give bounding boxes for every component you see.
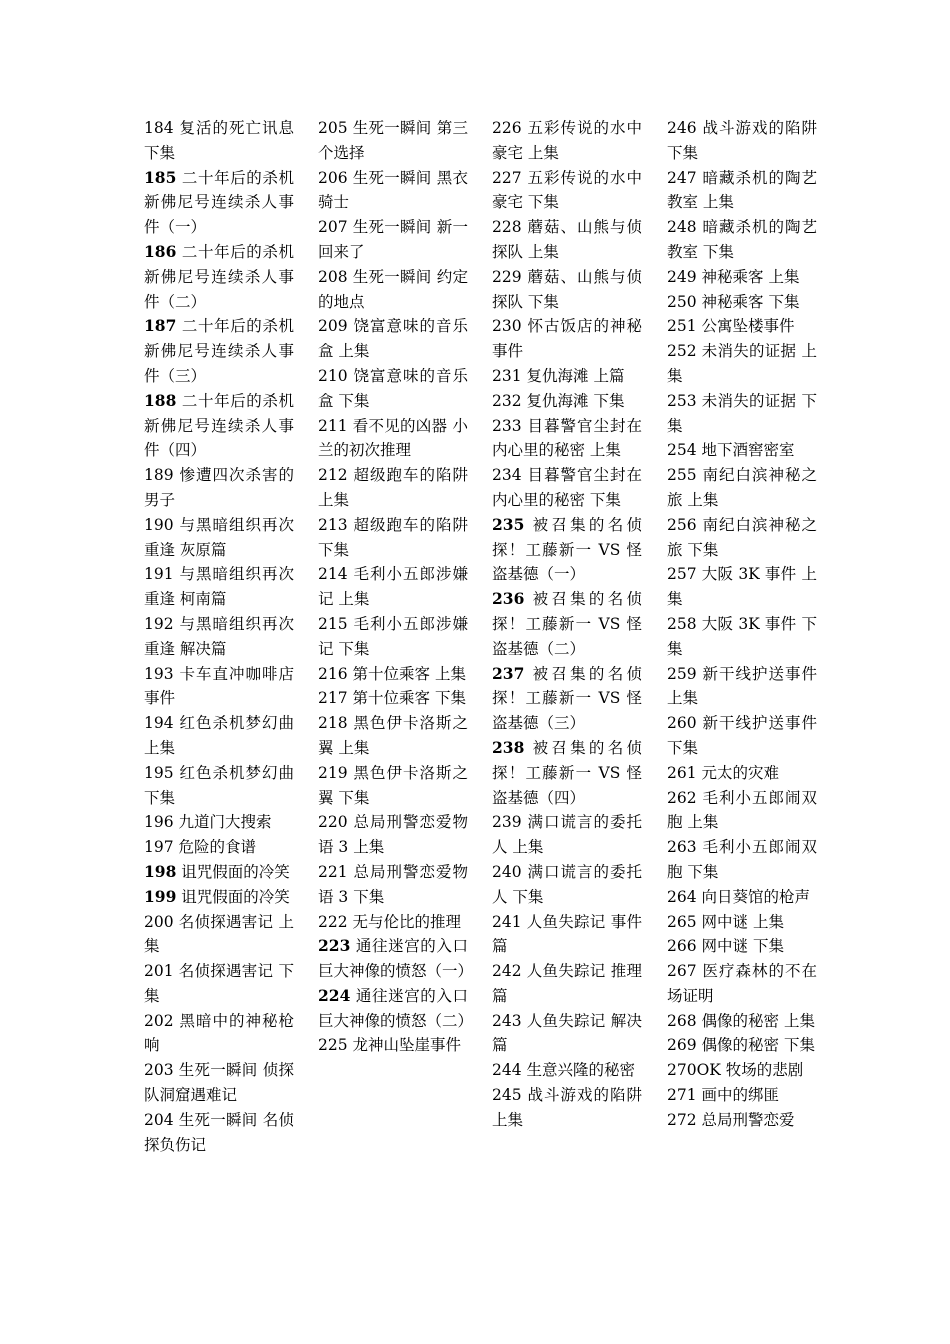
episode-entry bbox=[144, 761, 294, 811]
episode-number: 245 bbox=[492, 1086, 522, 1105]
episode-number: 215 bbox=[318, 614, 348, 633]
episode-entry bbox=[318, 662, 468, 687]
episode-title: 诅咒假面的冷笑 bbox=[176, 887, 290, 906]
episode-number: 209 bbox=[318, 317, 348, 336]
episode-title: 目暮警官尘封在内心里的秘密 上集 bbox=[492, 416, 642, 460]
episode-entry bbox=[144, 910, 294, 960]
episode-title: 新干线护送事件 上集 bbox=[667, 664, 817, 708]
episode-number: 268 bbox=[667, 1011, 697, 1030]
episode-title: 被召集的名侦探！工藤新一 VS 怪盗基德（四） bbox=[492, 738, 642, 807]
episode-entry bbox=[318, 934, 474, 984]
episode-title: 偶像的秘密 上集 bbox=[696, 1011, 815, 1030]
column-3 bbox=[492, 116, 642, 1133]
episode-number: 218 bbox=[318, 714, 348, 733]
episode-title: 大阪 3K 事件 上集 bbox=[667, 565, 817, 609]
episode-title: 惨遭四次杀害的男子 bbox=[144, 466, 294, 509]
episode-entry bbox=[144, 1058, 294, 1108]
episode-title: 五彩传说的水中豪宅 上集 bbox=[492, 119, 642, 162]
episode-entry bbox=[667, 166, 817, 216]
episode-entry bbox=[318, 984, 474, 1034]
episode-entry bbox=[492, 1009, 642, 1059]
episode-title: 与黑暗组织再次重逢 柯南篇 bbox=[144, 565, 294, 609]
episode-number: 249 bbox=[667, 267, 697, 286]
episode-title: 饶富意味的音乐盒 上集 bbox=[318, 317, 468, 361]
episode-entry bbox=[667, 116, 817, 166]
episode-title: 神秘乘客 上集 bbox=[696, 267, 800, 286]
episode-number: 222 bbox=[318, 912, 348, 931]
episode-entry bbox=[492, 364, 642, 389]
episode-number: 253 bbox=[667, 391, 697, 410]
episode-entry bbox=[492, 910, 642, 960]
episode-entry bbox=[492, 1058, 642, 1083]
episode-number: 206 bbox=[318, 168, 348, 187]
episode-number: 219 bbox=[318, 763, 348, 782]
episode-number: 258 bbox=[667, 614, 697, 633]
episode-number: 237 bbox=[492, 663, 525, 683]
episode-title: 总局刑警恋爱 bbox=[696, 1110, 795, 1129]
episode-title: 战斗游戏的陷阱 下集 bbox=[667, 119, 817, 162]
episode-title: 向日葵馆的枪声 bbox=[696, 887, 811, 906]
episode-number: 242 bbox=[492, 962, 522, 981]
episode-entry bbox=[667, 1033, 817, 1058]
episode-title: 医疗森林的不在场证明 bbox=[667, 962, 817, 1005]
episode-entry bbox=[144, 959, 294, 1009]
episode-entry bbox=[144, 562, 294, 612]
episode-number: 203 bbox=[144, 1061, 174, 1080]
episode-entry bbox=[667, 1108, 817, 1133]
episode-title: 偶像的秘密 下集 bbox=[696, 1036, 815, 1055]
episode-title: 目暮警官尘封在内心里的秘密 下集 bbox=[492, 466, 642, 509]
episode-entry bbox=[318, 612, 468, 662]
episode-number: 252 bbox=[667, 342, 697, 361]
episode-number: 233 bbox=[492, 416, 522, 435]
episode-entry bbox=[144, 885, 294, 910]
episode-title: 神秘乘客 下集 bbox=[696, 292, 800, 311]
episode-number: 231 bbox=[492, 366, 522, 385]
episode-entry bbox=[492, 116, 642, 166]
episode-number: 270 bbox=[667, 1061, 697, 1080]
episode-number: 265 bbox=[667, 912, 697, 931]
episode-number: 199 bbox=[144, 886, 177, 906]
episode-entry bbox=[492, 463, 642, 513]
episode-title: 总局刑警恋爱物语 3 上集 bbox=[318, 813, 468, 857]
episode-title: 与黑暗组织再次重逢 解决篇 bbox=[144, 614, 294, 658]
episode-entry bbox=[318, 314, 468, 364]
episode-entry bbox=[318, 910, 468, 935]
episode-entry bbox=[492, 860, 642, 910]
episode-entry bbox=[144, 166, 294, 240]
episode-title: 地下酒窖密室 bbox=[696, 441, 795, 460]
episode-number: 264 bbox=[667, 887, 697, 906]
episode-number: 239 bbox=[492, 813, 522, 832]
episode-number: 223 bbox=[318, 936, 351, 956]
episode-title: 危险的食谱 bbox=[173, 838, 257, 857]
episode-entry bbox=[492, 736, 642, 810]
episode-entry bbox=[144, 860, 294, 885]
episode-entry bbox=[144, 711, 294, 761]
episode-number: 262 bbox=[667, 788, 697, 807]
episode-number: 217 bbox=[318, 689, 348, 708]
episode-title: 战斗游戏的陷阱 上集 bbox=[492, 1086, 642, 1129]
episode-title: 二十年后的杀机 新佛尼号连续杀人事件（四） bbox=[144, 391, 294, 460]
episode-entry bbox=[492, 166, 642, 216]
episode-title: 满口谎言的委托人 下集 bbox=[492, 862, 642, 906]
episode-number: 227 bbox=[492, 168, 522, 187]
episode-number: 229 bbox=[492, 267, 522, 286]
episode-number: 272 bbox=[667, 1110, 697, 1129]
episode-title: 怀古饭店的神秘事件 bbox=[492, 317, 642, 361]
episode-number: 243 bbox=[492, 1011, 522, 1030]
episode-entry bbox=[492, 587, 642, 661]
episode-number: 201 bbox=[144, 962, 174, 981]
episode-entry bbox=[318, 463, 468, 513]
episode-entry bbox=[667, 1058, 817, 1083]
episode-number: 260 bbox=[667, 714, 697, 733]
episode-number: 269 bbox=[667, 1036, 697, 1055]
episode-title: 总局刑警恋爱物语 3 下集 bbox=[318, 862, 468, 906]
episode-entry bbox=[492, 389, 642, 414]
episode-number: 216 bbox=[318, 664, 348, 683]
episode-title: 黑色伊卡洛斯之翼 下集 bbox=[318, 763, 468, 807]
episode-entry bbox=[667, 662, 817, 712]
episode-number: 256 bbox=[667, 515, 697, 534]
episode-entry bbox=[144, 810, 294, 835]
episode-number: 247 bbox=[667, 168, 697, 187]
episode-title: 二十年后的杀机 新佛尼号连续杀人事件（一） bbox=[144, 168, 294, 237]
episode-title: 生死一瞬间 侦探队洞窟遇难记 bbox=[144, 1061, 294, 1105]
episode-title: 生死一瞬间 黑衣骑士 bbox=[318, 168, 468, 212]
episode-number: 240 bbox=[492, 862, 522, 881]
episode-entry bbox=[318, 686, 468, 711]
episode-number: 184 bbox=[144, 119, 174, 137]
episode-entry bbox=[318, 513, 468, 563]
episode-title: 人鱼失踪记 推理篇 bbox=[492, 962, 642, 1005]
episode-number: 190 bbox=[144, 515, 174, 534]
episode-entry bbox=[492, 513, 642, 587]
episode-title: 五彩传说的水中豪宅 下集 bbox=[492, 168, 642, 212]
episode-number: 230 bbox=[492, 317, 522, 336]
episode-title: 被召集的名侦探！工藤新一 VS 怪盗基德（一） bbox=[492, 515, 642, 584]
column-4 bbox=[667, 116, 817, 1133]
episode-number: 188 bbox=[144, 390, 177, 410]
episode-title: 人鱼失踪记 事件篇 bbox=[492, 912, 642, 956]
episode-title: 毛利小五郎涉嫌记 下集 bbox=[318, 614, 468, 658]
episode-title: 名侦探遇害记 上集 bbox=[144, 912, 294, 956]
episode-title: 新干线护送事件 下集 bbox=[667, 714, 817, 757]
episode-title: 毛利小五郎闹双胞 上集 bbox=[667, 788, 817, 832]
episode-entry bbox=[492, 265, 642, 315]
episode-entry bbox=[144, 1009, 294, 1059]
episode-number: 244 bbox=[492, 1061, 522, 1080]
episode-number: 238 bbox=[492, 737, 525, 757]
episode-entry bbox=[144, 389, 294, 463]
episode-number: 250 bbox=[667, 292, 697, 311]
episode-title: 饶富意味的音乐盒 下集 bbox=[318, 366, 468, 410]
episode-title: 复活的死亡讯息 下集 bbox=[144, 119, 294, 162]
episode-entry bbox=[492, 662, 642, 736]
episode-number: 202 bbox=[144, 1011, 174, 1030]
episode-title: 未消失的证据 上集 bbox=[667, 342, 817, 385]
episode-number: 200 bbox=[144, 912, 174, 931]
episode-number: 224 bbox=[318, 985, 351, 1005]
episode-number: 228 bbox=[492, 218, 522, 237]
episode-entry bbox=[144, 612, 294, 662]
episode-title: 网中谜 上集 bbox=[696, 912, 784, 931]
episode-number: 205 bbox=[318, 119, 348, 137]
episode-entry bbox=[144, 1108, 294, 1158]
episode-number: 186 bbox=[144, 241, 177, 261]
episode-entry bbox=[318, 414, 468, 464]
episode-entry bbox=[318, 215, 468, 265]
episode-title: 生意兴隆的秘密 bbox=[521, 1061, 636, 1080]
episode-number: 211 bbox=[318, 416, 348, 435]
episode-number: 251 bbox=[667, 317, 697, 336]
episode-entry bbox=[667, 463, 817, 513]
episode-number: 267 bbox=[667, 962, 697, 981]
episode-number: 236 bbox=[492, 589, 525, 609]
episode-number: 255 bbox=[667, 466, 697, 485]
episode-entry bbox=[318, 810, 468, 860]
episode-title: 未消失的证据 下集 bbox=[667, 391, 817, 435]
episode-title: 红色杀机梦幻曲 下集 bbox=[144, 763, 294, 807]
column-1 bbox=[144, 116, 294, 1157]
episode-title: 生死一瞬间 第三个选择 bbox=[318, 119, 468, 162]
episode-title: 龙神山坠崖事件 bbox=[347, 1036, 462, 1055]
episode-entry bbox=[492, 414, 642, 464]
episode-entry bbox=[318, 116, 468, 166]
episode-entry bbox=[667, 290, 817, 315]
episode-entry bbox=[667, 339, 817, 389]
episode-number: 194 bbox=[144, 714, 174, 733]
episode-entry bbox=[667, 1009, 817, 1034]
episode-number: 208 bbox=[318, 267, 348, 286]
episode-title: 二十年后的杀机 新佛尼号连续杀人事件（三） bbox=[144, 317, 294, 385]
episode-title: 生死一瞬间 名侦探负伤记 bbox=[144, 1110, 294, 1154]
episode-entry bbox=[144, 314, 294, 388]
episode-number: 226 bbox=[492, 119, 522, 137]
episode-number: 189 bbox=[144, 466, 174, 485]
episode-title: 被召集的名侦探！工藤新一 VS 怪盗基德（二） bbox=[492, 590, 642, 658]
episode-number: 187 bbox=[144, 316, 177, 336]
episode-number: 221 bbox=[318, 862, 348, 881]
episode-entry bbox=[318, 1033, 468, 1058]
episode-title: 九道门大搜索 bbox=[173, 813, 272, 832]
episode-entry bbox=[318, 711, 468, 761]
episode-entry bbox=[667, 612, 817, 662]
episode-number: 214 bbox=[318, 565, 348, 584]
episode-entry bbox=[667, 835, 817, 885]
episode-entry bbox=[667, 314, 817, 339]
episode-entry bbox=[144, 662, 294, 712]
episode-entry bbox=[144, 116, 294, 166]
episode-entry bbox=[318, 562, 468, 612]
episode-title: 诅咒假面的冷笑 bbox=[176, 862, 290, 881]
episode-entry bbox=[667, 1083, 817, 1108]
episode-entry bbox=[492, 215, 642, 265]
episode-title: 毛利小五郎闹双胞 下集 bbox=[667, 838, 817, 881]
episode-number: 234 bbox=[492, 466, 522, 485]
episode-entry bbox=[667, 786, 817, 836]
episode-title: 蘑菇、山熊与侦探队 下集 bbox=[492, 267, 642, 311]
episode-title: 生死一瞬间 约定的地点 bbox=[318, 267, 468, 311]
episode-number: 259 bbox=[667, 664, 697, 683]
episode-entry bbox=[667, 711, 817, 761]
episode-number: 248 bbox=[667, 218, 697, 237]
episode-title: 红色杀机梦幻曲 上集 bbox=[144, 714, 294, 757]
episode-number: 213 bbox=[318, 515, 348, 534]
episode-number: 263 bbox=[667, 838, 697, 857]
episode-title: 黑暗中的神秘枪响 bbox=[144, 1011, 294, 1055]
episode-number: 246 bbox=[667, 119, 697, 137]
episode-title: 人鱼失踪记 解决篇 bbox=[492, 1011, 642, 1055]
episode-title: 公寓坠楼事件 bbox=[696, 317, 795, 336]
episode-entry bbox=[318, 265, 468, 315]
episode-title: OK 牧场的悲剧 bbox=[696, 1061, 804, 1080]
episode-entry bbox=[667, 562, 817, 612]
episode-title: 生死一瞬间 新一回来了 bbox=[318, 218, 468, 261]
episode-title: 卡车直冲咖啡店事件 bbox=[144, 664, 294, 708]
episode-title: 复仇海滩 上篇 bbox=[521, 366, 625, 385]
episode-entry bbox=[318, 860, 468, 910]
episode-number: 220 bbox=[318, 813, 348, 832]
episode-title: 满口谎言的委托人 上集 bbox=[492, 813, 642, 857]
episode-number: 207 bbox=[318, 218, 348, 237]
episode-entry bbox=[492, 959, 642, 1009]
episode-number: 210 bbox=[318, 366, 348, 385]
episode-title: 暗藏杀机的陶艺教室 下集 bbox=[667, 218, 817, 261]
episode-title: 黑色伊卡洛斯之翼 上集 bbox=[318, 714, 468, 757]
episode-number: 195 bbox=[144, 763, 174, 782]
episode-number: 204 bbox=[144, 1110, 174, 1129]
episode-number: 266 bbox=[667, 937, 697, 956]
episode-entry bbox=[318, 166, 468, 216]
episode-title: 毛利小五郎涉嫌记 上集 bbox=[318, 565, 468, 609]
episode-title: 复仇海滩 下集 bbox=[521, 391, 625, 410]
episode-number: 271 bbox=[667, 1086, 697, 1105]
episode-title: 画中的绑匪 bbox=[696, 1086, 780, 1105]
episode-entry bbox=[667, 934, 817, 959]
episode-entry bbox=[492, 1083, 642, 1133]
episode-number: 257 bbox=[667, 565, 697, 584]
episode-number: 193 bbox=[144, 664, 174, 683]
episode-entry bbox=[667, 438, 817, 463]
episode-entry bbox=[667, 215, 817, 265]
episode-number: 198 bbox=[144, 861, 177, 881]
episode-number: 185 bbox=[144, 167, 177, 187]
episode-entry bbox=[667, 513, 817, 563]
episode-title: 二十年后的杀机 新佛尼号连续杀人事件（二） bbox=[144, 242, 294, 311]
episode-number: 191 bbox=[144, 565, 174, 584]
episode-entry bbox=[667, 389, 817, 439]
episode-title: 暗藏杀机的陶艺教室 上集 bbox=[667, 168, 817, 212]
episode-entry bbox=[492, 810, 642, 860]
episode-entry bbox=[144, 513, 294, 563]
episode-title: 超级跑车的陷阱 上集 bbox=[318, 466, 468, 509]
episode-entry bbox=[667, 959, 817, 1009]
episode-number: 241 bbox=[492, 912, 522, 931]
episode-title: 元太的灾难 bbox=[696, 763, 780, 782]
episode-entry bbox=[667, 761, 817, 786]
episode-title: 大阪 3K 事件 下集 bbox=[667, 614, 817, 658]
episode-title: 通往迷宫的入口 巨大神像的愤怒（一） bbox=[318, 937, 474, 981]
episode-title: 第十位乘客 下集 bbox=[347, 689, 466, 708]
episode-title: 名侦探遇害记 下集 bbox=[144, 962, 294, 1005]
episode-number: 197 bbox=[144, 838, 174, 857]
episode-title: 南纪白滨神秘之旅 上集 bbox=[667, 466, 817, 509]
episode-number: 225 bbox=[318, 1036, 348, 1055]
episode-entry bbox=[667, 265, 817, 290]
episode-title: 网中谜 下集 bbox=[696, 937, 784, 956]
column-2 bbox=[318, 116, 474, 1058]
episode-entry bbox=[144, 835, 294, 860]
episode-number: 192 bbox=[144, 614, 174, 633]
episode-number: 261 bbox=[667, 763, 697, 782]
episode-entry bbox=[144, 240, 294, 314]
episode-title: 超级跑车的陷阱 下集 bbox=[318, 515, 468, 559]
episode-entry bbox=[667, 885, 817, 910]
episode-number: 254 bbox=[667, 441, 697, 460]
episode-entry bbox=[318, 364, 468, 414]
episode-title: 看不见的凶器 小兰的初次推理 bbox=[318, 416, 468, 460]
episode-title: 通往迷宫的入口 巨大神像的愤怒（二） bbox=[318, 986, 474, 1030]
episode-title: 南纪白滨神秘之旅 下集 bbox=[667, 515, 817, 559]
episode-title: 第十位乘客 上集 bbox=[347, 664, 466, 683]
episode-title: 与黑暗组织再次重逢 灰原篇 bbox=[144, 515, 294, 559]
episode-entry bbox=[667, 910, 817, 935]
episode-title: 无与伦比的推理 bbox=[347, 912, 462, 931]
episode-number: 212 bbox=[318, 466, 348, 485]
episode-entry bbox=[492, 314, 642, 364]
episode-entry bbox=[144, 463, 294, 513]
episode-number: 235 bbox=[492, 514, 525, 534]
episode-title: 蘑菇、山熊与侦探队 上集 bbox=[492, 218, 642, 261]
episode-number: 196 bbox=[144, 813, 174, 832]
episode-number: 232 bbox=[492, 391, 522, 410]
episode-title: 被召集的名侦探！工藤新一 VS 怪盗基德（三） bbox=[492, 664, 642, 733]
episode-entry bbox=[318, 761, 468, 811]
